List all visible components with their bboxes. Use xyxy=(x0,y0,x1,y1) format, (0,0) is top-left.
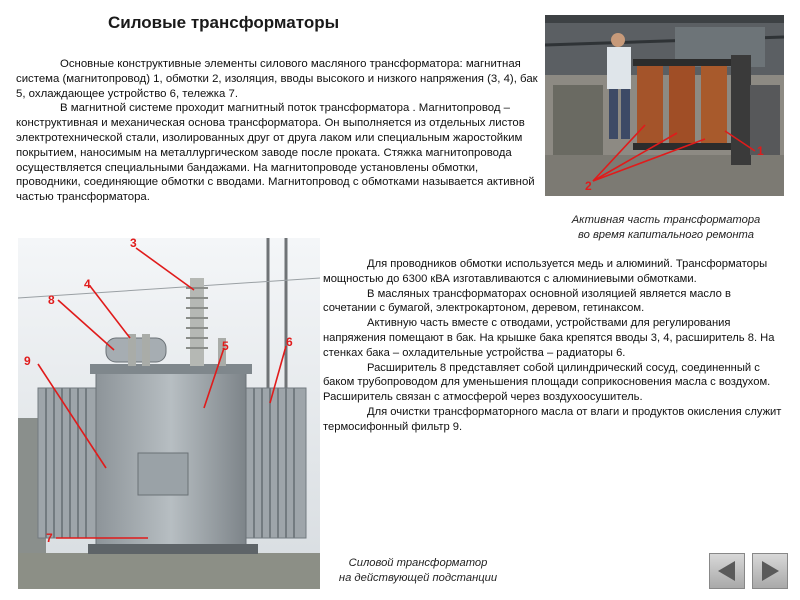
caption-line: во время капитального ремонта xyxy=(578,228,754,241)
photo-label-8: 8 xyxy=(48,293,55,307)
photo-label-9: 9 xyxy=(24,354,31,368)
active-part-photo xyxy=(545,15,784,196)
details-paragraph: Расширитель 8 представляет собой цилиндрический сосуд, соединенный с баком трубопроводом для уменьшения площади соприкосновения масла с воздухом. Расширитель связан с атмосферой через воздухоосушитель. xyxy=(323,361,771,404)
transformer-photo xyxy=(18,238,320,589)
photo-label-7: 7 xyxy=(46,531,53,545)
photo-label-3: 3 xyxy=(130,238,137,250)
intro-paragraph-1: Основные конструктивные элементы силового масляного трансформатора: магнитная система (магнитопровод) 1, обмотки 2, изоляция, вводы высокого и низкого напряжения (3, 4), бак 5, охлаждающее устройство 6, тележка 7. xyxy=(16,58,538,100)
details-paragraph: Для очистки трансформаторного масла от влаги и продуктов окисления служит термосифонный фильтр 9. xyxy=(323,405,782,433)
details-paragraph: Для проводников обмотки используется медь и алюминий. Трансформаторы мощностью до 6300 кВА изготавливаются с алюминиевыми обмотками. xyxy=(323,258,768,285)
page-title: Силовые трансформаторы xyxy=(108,13,340,32)
intro-paragraph-2: В магнитной системе проходит магнитный поток трансформатора . Магнитопровод – конструктивная и механическая основа трансформатора. Он выполняется из отдельных листов электротехнической стали, изолированных друг от друга лаком или специальным жаростойким покрытием, наносимым на металлургическом заводе после проката. Стяжка магнитопровода осуществляется специальными бандажами. На магнитопроводе установлены обмотки, проводники, соединяющие обмотки с вводами. Магнитопровод с обмотками называется активной частью трансформатора. xyxy=(16,102,535,204)
details-paragraph: В масляных трансформаторах основной изоляцией является масло в сочетании с бумагой, электрокартоном, деревом, гетинаксом. xyxy=(323,287,731,315)
details-text xyxy=(323,257,783,435)
triangle-left-icon xyxy=(710,554,744,588)
next-slide-button[interactable] xyxy=(752,553,788,589)
previous-slide-button[interactable] xyxy=(709,553,745,589)
photo-label-4: 4 xyxy=(84,277,91,291)
photo-label-1: 1 xyxy=(757,144,764,158)
intro-text xyxy=(16,57,544,205)
caption-line: на действующей подстанции xyxy=(338,571,498,584)
active-part-caption xyxy=(546,213,786,242)
caption-line: Силовой трансформатор xyxy=(348,557,488,569)
photo-label-5: 5 xyxy=(222,339,229,353)
triangle-right-icon xyxy=(753,554,787,588)
transformer-caption xyxy=(300,556,536,585)
photo-label-6: 6 xyxy=(286,335,293,349)
caption-line: Активная часть трансформатора xyxy=(571,214,761,226)
details-paragraph: Активную часть вместе с отводами, устройствами для регулирования напряжения помещают в бак. На крышке бака крепятся вводы 3, 4, расширитель 8. На стенках бака – охладительные устройства – радиаторы 6. xyxy=(323,317,775,359)
photo-label-2: 2 xyxy=(585,179,592,193)
